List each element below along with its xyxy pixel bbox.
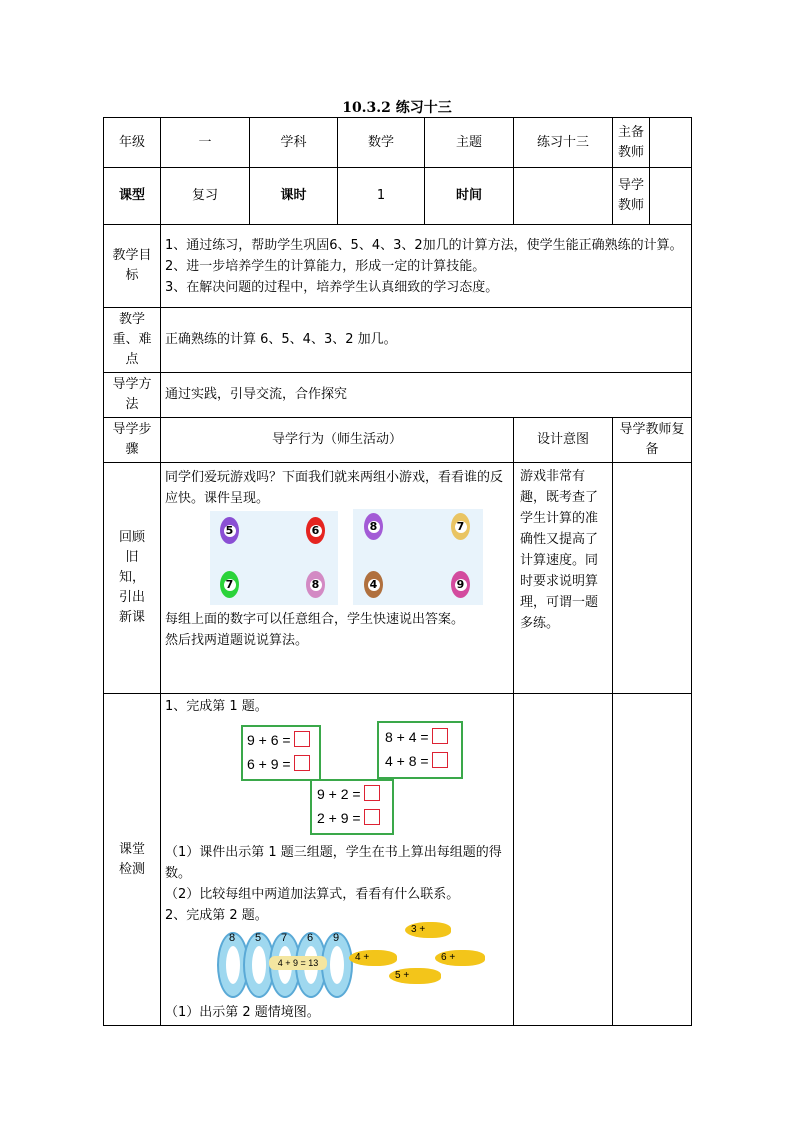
check-prep bbox=[613, 694, 692, 1026]
topic-label: 主题 bbox=[425, 118, 514, 168]
review-prep bbox=[613, 463, 692, 694]
guide-teacher-value bbox=[650, 168, 692, 225]
question-2-note: （1）出示第 2 题情境图。 bbox=[165, 1005, 320, 1020]
fish: 4 + bbox=[349, 950, 397, 966]
lesson-plan-table bbox=[103, 117, 692, 1026]
number-ball: 9 bbox=[451, 571, 470, 598]
subject-label: 学科 bbox=[250, 118, 338, 168]
number-ball: 4 bbox=[364, 571, 383, 598]
objectives-label: 教学目标 bbox=[104, 225, 161, 308]
objective-line: 2、进一步培养学生的计算能力，形成一定的计算技能。 bbox=[165, 258, 486, 274]
review-after-1: 每组上面的数字可以任意组合，学生快速说出答案。 bbox=[165, 612, 465, 627]
key-points-label: 教学重、难点 bbox=[104, 308, 161, 373]
guide-teacher-label: 导学教师 bbox=[613, 168, 650, 225]
grade-value: 一 bbox=[161, 118, 250, 168]
number-ball: 7 bbox=[451, 513, 470, 540]
prep-header: 导学教师复备 bbox=[613, 418, 692, 463]
ring-number: 9 bbox=[333, 932, 340, 944]
lead-teacher-label: 主备教师 bbox=[613, 118, 650, 168]
review-intro: 同学们爱玩游戏吗？下面我们就来两组小游戏，看看谁的反应快。课件呈现。 bbox=[165, 470, 504, 506]
equation-band: 4 + 9 = 13 bbox=[269, 956, 327, 970]
exercise-figure-1 bbox=[231, 721, 463, 833]
question-1: 1、完成第 1 题。 bbox=[165, 699, 268, 714]
review-activity bbox=[161, 463, 514, 694]
equation: 4 + 8 = bbox=[385, 751, 448, 771]
equation: 9 + 2 = bbox=[317, 784, 380, 804]
equation: 6 + 9 = bbox=[247, 754, 310, 774]
subject-value: 数学 bbox=[338, 118, 425, 168]
answer-box bbox=[294, 755, 310, 771]
number-ball: 7 bbox=[220, 571, 239, 598]
fish: 3 + bbox=[405, 922, 451, 938]
check-design-intent bbox=[514, 694, 613, 1026]
answer-box bbox=[364, 785, 380, 801]
activity-header: 导学行为（师生活动） bbox=[161, 418, 514, 463]
objective-line: 3、在解决问题的过程中，培养学生认真细致的学习态度。 bbox=[165, 279, 499, 295]
ring-number: 7 bbox=[281, 932, 288, 944]
question-1-note-1: （1）课件出示第 1 题三组题，学生在书上算出每组题的得数。 bbox=[165, 845, 502, 881]
ring-number: 6 bbox=[307, 932, 314, 944]
answer-box bbox=[432, 728, 448, 744]
method-label: 导学方法 bbox=[104, 373, 161, 418]
check-activity bbox=[161, 694, 514, 1026]
page-title: 10.3.2 练习十三 bbox=[342, 100, 452, 116]
fish: 6 + bbox=[435, 950, 485, 966]
ring-number: 8 bbox=[229, 932, 236, 944]
period-value: 1 bbox=[338, 168, 425, 225]
answer-box bbox=[432, 752, 448, 768]
review-after-2: 然后找两道题说说算法。 bbox=[165, 633, 309, 648]
type-value: 复习 bbox=[161, 168, 250, 225]
steps-label: 导学步骤 bbox=[104, 418, 161, 463]
method-content: 通过实践，引导交流，合作探究 bbox=[161, 373, 692, 418]
ball-panel-right bbox=[353, 509, 483, 605]
number-ball: 8 bbox=[364, 513, 383, 540]
equation: 2 + 9 = bbox=[317, 808, 380, 828]
period-label: 课时 bbox=[250, 168, 338, 225]
key-points-content: 正确熟练的计算 6、5、4、3、2 加几。 bbox=[161, 308, 692, 373]
number-ball: 6 bbox=[306, 517, 325, 544]
question-1-note-2: （2）比较每组中两道加法算式，看看有什么联系。 bbox=[165, 887, 460, 902]
lead-teacher-value bbox=[650, 118, 692, 168]
grade-label: 年级 bbox=[104, 118, 161, 168]
type-label: 课型 bbox=[104, 168, 161, 225]
objectives-content bbox=[161, 225, 692, 308]
review-design-intent: 游戏非常有趣，既考查了学生计算的准确性又提高了计算速度。同时要求说明算理，可谓一题多练。 bbox=[514, 463, 613, 694]
fish: 5 + bbox=[389, 968, 441, 984]
number-ball: 5 bbox=[220, 517, 239, 544]
answer-box bbox=[364, 809, 380, 825]
equation: 9 + 6 = bbox=[247, 730, 310, 750]
answer-box bbox=[294, 731, 310, 747]
ball-panel-left bbox=[210, 511, 338, 605]
review-label: 回顾旧知，引出新课 bbox=[104, 463, 161, 694]
check-label: 课堂检测 bbox=[104, 694, 161, 1026]
ring-number: 5 bbox=[255, 932, 262, 944]
time-value bbox=[514, 168, 613, 225]
time-label: 时间 bbox=[425, 168, 514, 225]
number-ball: 8 bbox=[306, 571, 325, 598]
design-header: 设计意图 bbox=[514, 418, 613, 463]
equation: 8 + 4 = bbox=[385, 727, 448, 747]
question-2: 2、完成第 2 题。 bbox=[165, 908, 268, 923]
objective-line: 1、通过练习，帮助学生巩固6、5、4、3、2加几的计算方法，使学生能正确熟练的计算。 bbox=[165, 237, 683, 253]
topic-value: 练习十三 bbox=[514, 118, 613, 168]
exercise-figure-2 bbox=[217, 924, 497, 998]
